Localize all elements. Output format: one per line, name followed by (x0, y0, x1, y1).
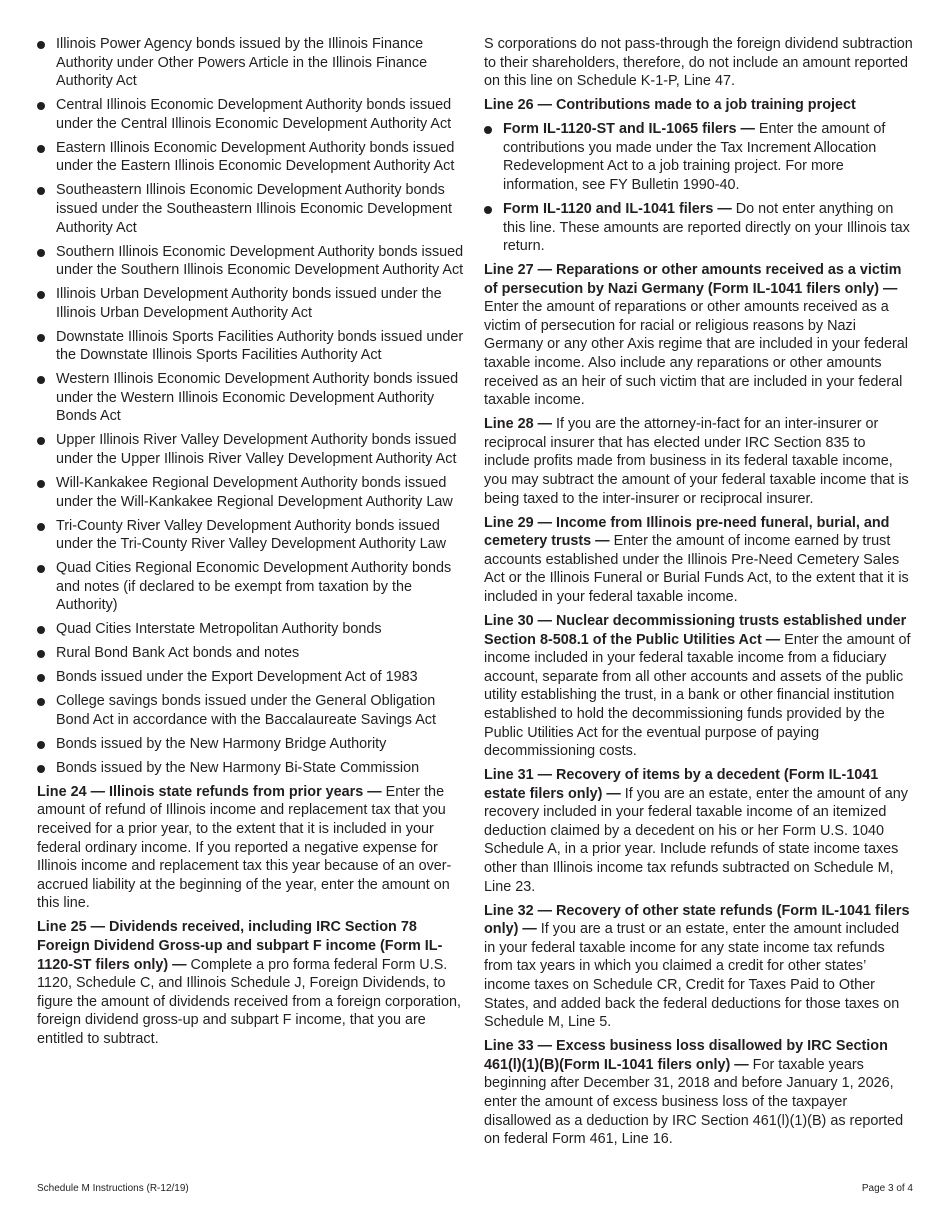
line-30-heading: Line 30 — Nuclear decommissioning trusts established under Section 8-508.1 of the Public Utilities Act — (484, 612, 907, 648)
line-29-heading: Line 29 — Income from Illinois pre-need funeral, burial, and cemetery trusts — (484, 514, 890, 550)
list-item: College savings bonds issued under the General Obligation Bond Act in accordance with the Baccalaureate Savings Act (37, 692, 469, 729)
bullet-icon (37, 650, 45, 658)
list-item: Form IL-1120 and IL-1041 filers — Do not enter anything on this line. These amounts are reported directly on your Illinois tax return. (484, 200, 914, 256)
line-25-instructions (37, 918, 469, 1048)
list-item: Illinois Urban Development Authority bonds issued under the Illinois Urban Development Authority Act (37, 285, 469, 322)
list-item: Upper Illinois River Valley Development Authority bonds issued under the Upper Illinois River Valley Development Authority Act (37, 431, 469, 468)
line-29-text: Enter the amount of income earned by trust accounts established under the Illinois Pre-Need Cemetery Sales Act or the Illinois Funeral or Burial Funds Act, to the extent that it is included in your federal taxable income. (484, 533, 909, 605)
line-26-heading: Line 26 — Contributions made to a job training project (484, 97, 856, 114)
line-25-text: Complete a pro forma federal Form U.S. 1120, Schedule C, and Illinois Schedule J, Foreign Dividends, to figure the amount of dividends received from a foreign corporation, foreign dividend gross-up and subpart F income, that you are entitled to subtract. (37, 956, 461, 1047)
bullet-icon (37, 102, 45, 110)
list-item: Rural Bond Bank Act bonds and notes (37, 644, 469, 663)
right-column (484, 35, 914, 1154)
line-32-text: If you are a trust or an estate, enter the amount included in your federal taxable income for any state income tax refunds from tax years in which you claimed a credit for other states’ income taxes on Schedule CR, Credit for Taxes Paid to Other States, and added back the federal deductions for those taxes on Schedule M, Line 5. (484, 921, 900, 1031)
list-item: Quad Cities Interstate Metropolitan Authority bonds (37, 620, 469, 639)
list-item: Form IL-1120-ST and IL-1065 filers — Enter the amount of contributions you made under the Tax Increment Allocation Redevelopment Act to a job training project. For more information, see FY Bulletin 1990-40. (484, 120, 914, 194)
list-item: Southern Illinois Economic Development Authority bonds issued under the Southern Illinois Economic Development Authority Act (37, 243, 469, 280)
line-24-heading: Line 24 — Illinois state refunds from prior years — (37, 783, 382, 800)
bullet-icon (37, 698, 45, 706)
exempt-bonds-list (37, 35, 469, 777)
list-item: Tri-County River Valley Development Authority bonds issued under the Tri-County River Valley Development Authority Law (37, 517, 469, 554)
line-30-text: Enter the amount of income included in your federal taxable income from a fiduciary account, separate from all other accounts and assets of the public utility establishing the trust, in a bank or other financial institution established to hold the decommissioning funds provided by the Public Utilities Act for the eventual purpose of paying decommissioning costs. (484, 631, 911, 760)
bullet-icon (37, 41, 45, 49)
bullet-icon (37, 741, 45, 749)
bullet-icon (37, 437, 45, 445)
bullet-icon (484, 206, 492, 214)
line-28-text: If you are the attorney-in-fact for an inter-insurer or reciprocal insurer that has elected under IRC Section 835 to include profits made from business in its federal taxable income, you may subtract the amount of your federal taxable income that is being taxed to the inter-insurer or reciprocal insurer. (484, 416, 909, 507)
bullet-icon (37, 249, 45, 257)
bullet-icon (37, 145, 45, 153)
line-25-heading: Line 25 — Dividends received, including IRC Section 78 Foreign Dividend Gross-up and subpart F income (Form IL-1120-ST filers only) — (37, 919, 443, 973)
bullet-icon (37, 626, 45, 634)
line-29-instructions (484, 514, 914, 607)
footer-page-number: Page 3 of 4 (861, 1183, 913, 1194)
bullet-icon (37, 291, 45, 299)
bullet-icon (37, 376, 45, 384)
bullet-icon (484, 126, 492, 134)
line-27-instructions (484, 261, 914, 410)
line-26-list (484, 120, 914, 256)
bullet-icon (37, 334, 45, 342)
line-31-text: If you are an estate, enter the amount of any recovery included in your federal taxable income of an itemized deduction claimed by a decedent on his or her Form U.S. 1040 Schedule A, in a prior year. Include refunds of state income taxes other than Illinois income tax refunds subtracted on Schedule M, Line 23. (484, 785, 908, 895)
line-24-instructions (37, 783, 469, 913)
list-item: Will-Kankakee Regional Development Authority bonds issued under the Will-Kankakee Regional Development Authority Law (37, 474, 469, 511)
line-27-text: Enter the amount of reparations or other amounts received as a victim of persecution for racial or religious reasons by Nazi Germany or any other Axis regime that are included in your federal taxable income. Also include any reparations or other amounts received as an heir of such victim that are included in your federal taxable income. (484, 299, 908, 409)
line-33-instructions (484, 1037, 914, 1149)
bullet-icon (37, 765, 45, 773)
line-28-heading: Line 28 — (484, 416, 552, 433)
list-item: Illinois Power Agency bonds issued by the Illinois Finance Authority under Other Powers Article in the Illinois Finance Authority Act (37, 35, 469, 91)
list-item: Bonds issued under the Export Development Act of 1983 (37, 668, 469, 687)
list-item: Bonds issued by the New Harmony Bi-State Commission (37, 759, 469, 778)
line-32-heading: Line 32 — Recovery of other state refunds (Form IL-1041 filers only) — (484, 902, 910, 938)
line-25-continuation: S corporations do not pass-through the foreign dividend subtraction to their shareholders, therefore, do not include an amount reported on this line on Schedule K-1-P, Line 47. (484, 36, 913, 90)
list-item: Southeastern Illinois Economic Development Authority bonds issued under the Southeastern Illinois Economic Development Authority Act (37, 181, 469, 237)
line-32-instructions (484, 902, 914, 1032)
list-item: Quad Cities Regional Economic Development Authority bonds and notes (if declared to be exempt from taxation by the Authority) (37, 559, 469, 615)
footer-form-id: Schedule M Instructions (R-12/19) (37, 1183, 189, 1194)
list-item: Downstate Illinois Sports Facilities Authority bonds issued under the Downstate Illinois Sports Facilities Authority Act (37, 328, 469, 365)
left-column (37, 35, 469, 1054)
line-33-text: For taxable years beginning after December 31, 2018 and before January 1, 2026, enter the amount of excess business loss of the taxpayer disallowed as a deduction by IRC Section 461(l)(1)(B) as reported on federal Form 461, Line 16. (484, 1056, 904, 1148)
list-item: Central Illinois Economic Development Authority bonds issued under the Central Illinois Economic Development Authority Act (37, 96, 469, 133)
line-33-heading: Line 33 — Excess business loss disallowed by IRC Section 461(l)(1)(B)(Form IL-1041 filers only) — (484, 1038, 888, 1073)
list-item: Eastern Illinois Economic Development Authority bonds issued under the Eastern Illinois Economic Development Authority Act (37, 139, 469, 176)
line-31-heading: Line 31 — Recovery of items by a decedent (Form IL-1041 estate filers only) — (484, 767, 879, 802)
bullet-icon (37, 523, 45, 531)
line-30-instructions (484, 612, 914, 761)
bullet-icon (37, 674, 45, 682)
line-27-heading: Line 27 — Reparations or other amounts received as a victim of persecution by Nazi Germany (Form IL-1041 filers only) — (484, 262, 902, 297)
list-item: Bonds issued by the New Harmony Bridge Authority (37, 735, 469, 754)
bullet-icon (37, 565, 45, 573)
bullet-icon (37, 187, 45, 195)
line-24-text: Enter the amount of refund of Illinois income and replacement tax that you received for a prior year, to the extent that it is included in your federal ordinary income. If you reported a negative expense for Illinois income and replacement tax this year because of an over-accrued liability at the beginning of the year, enter the amount on this line. (37, 783, 452, 912)
bullet-icon (37, 480, 45, 488)
line-31-instructions (484, 766, 914, 896)
list-item: Western Illinois Economic Development Authority bonds issued under the Western Illinois Economic Development Authority Bonds Act (37, 370, 469, 426)
line-28-instructions (484, 415, 914, 508)
